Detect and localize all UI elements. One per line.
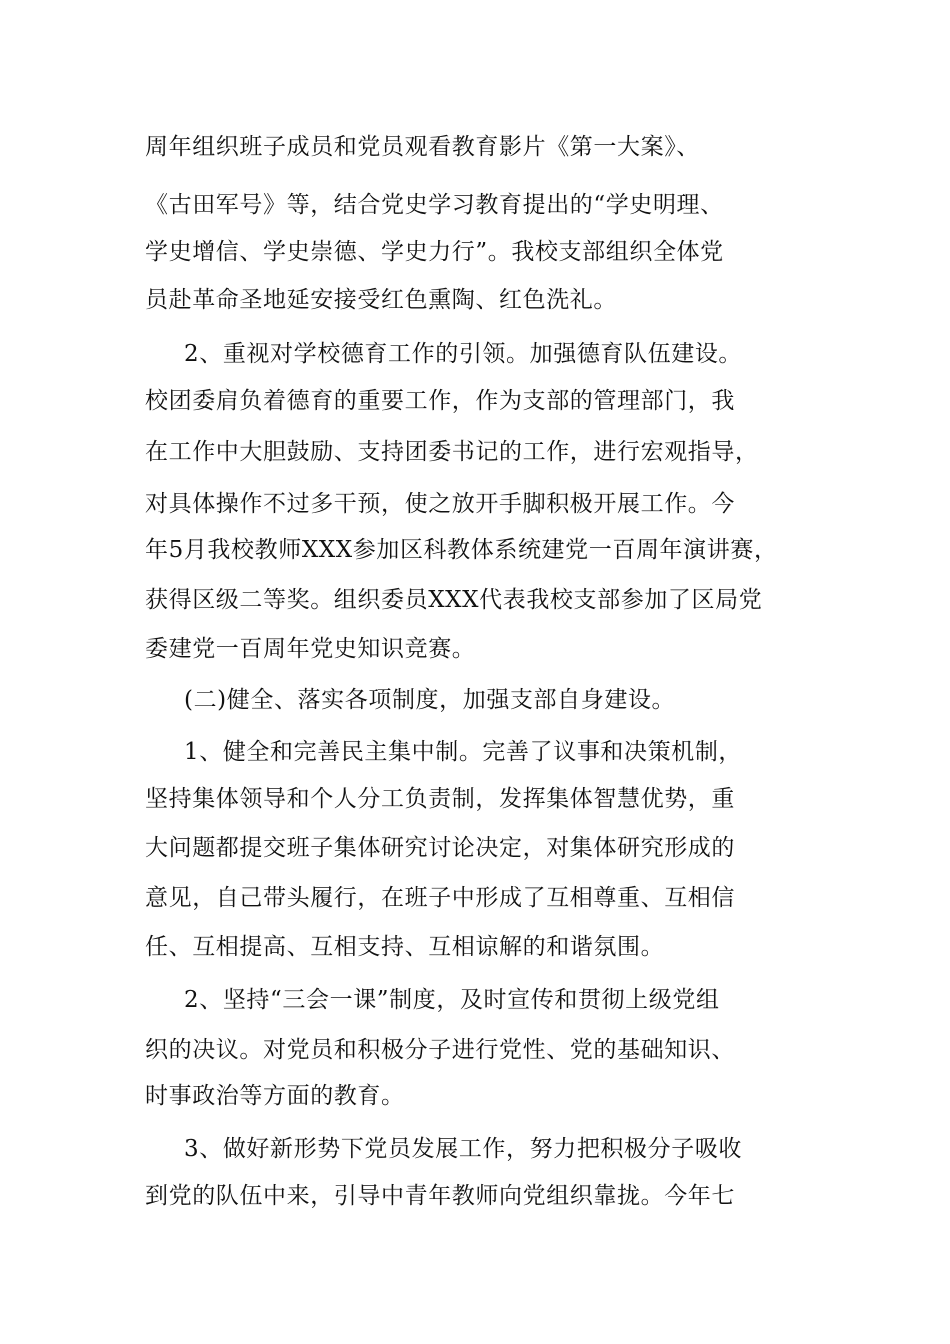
paragraph-first-line: 1、健全和完善民主集中制。完善了议事和决策机制， — [184, 739, 743, 765]
paragraph-first-line: 3、做好新形势下党员发展工作，努力把积极分子吸收 — [184, 1136, 743, 1162]
text-line: 《古田军号》等，结合党史学习教育提出的“学史明理、 — [145, 192, 724, 218]
text-line: 对具体操作不过多干预，使之放开手脚积极开展工作。今 — [145, 491, 735, 517]
text-line: 员赴革命圣地延安接受红色熏陶、红色洗礼。 — [145, 287, 617, 313]
paragraph-first-line: 2、坚持“三会一课”制度，及时宣传和贯彻上级党组 — [184, 987, 720, 1013]
text-line: 到党的队伍中来，引导中青年教师向党组织靠拢。今年七 — [145, 1183, 735, 1209]
text-line: 年5月我校教师XXX参加区科教体系统建党一百周年演讲赛， — [145, 537, 778, 563]
paragraph-first-line: 2、重视对学校德育工作的引领。加强德育队伍建设。 — [184, 341, 743, 367]
text-line: 时事政治等方面的教育。 — [145, 1083, 405, 1109]
text-line: 获得区级二等奖。组织委员XXX代表我校支部参加了区局党 — [145, 587, 763, 613]
text-line: 在工作中大胆鼓励、支持团委书记的工作，进行宏观指导， — [145, 439, 759, 465]
text-line: 坚持集体领导和个人分工负责制，发挥集体智慧优势，重 — [145, 786, 735, 812]
text-line: 周年组织班子成员和党员观看教育影片《第一大案》、 — [145, 134, 700, 160]
text-line: 任、互相提高、互相支持、互相谅解的和谐氛围。 — [145, 934, 665, 960]
text-line: 校团委肩负着德育的重要工作，作为支部的管理部门，我 — [145, 388, 735, 414]
text-line: 学史增信、学史崇德、学史力行”。我校支部组织全体党 — [145, 239, 724, 265]
text-line: 委建党一百周年党史知识竞赛。 — [145, 636, 476, 662]
text-line: 大问题都提交班子集体研究讨论决定，对集体研究形成的 — [145, 835, 735, 861]
text-line: 意见，自己带头履行，在班子中形成了互相尊重、互相信 — [145, 885, 735, 911]
section-heading: (二)健全、落实各项制度，加强支部自身建设。 — [184, 687, 676, 713]
text-line: 织的决议。对党员和积极分子进行党性、党的基础知识、 — [145, 1037, 735, 1063]
